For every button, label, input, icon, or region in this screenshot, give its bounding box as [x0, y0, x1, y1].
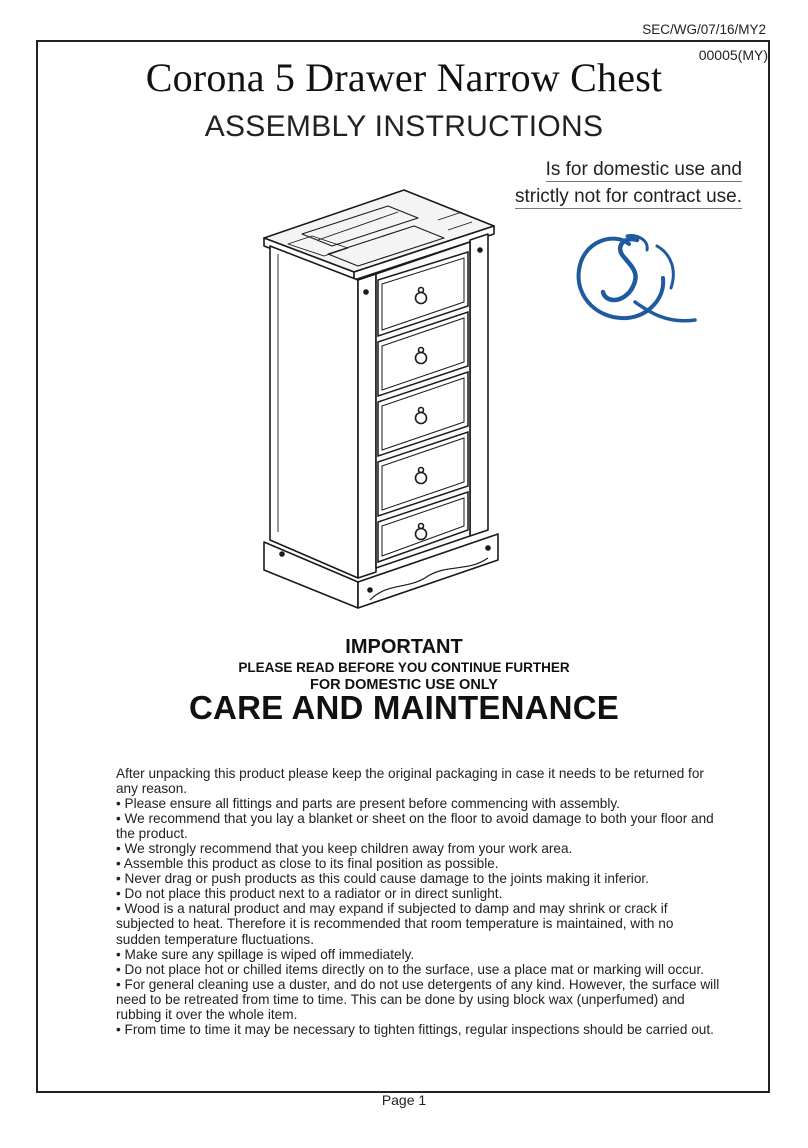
- instruction-paragraph: • Do not place hot or chilled items directly on to the surface, use a place mat or marking will occur.: [116, 961, 705, 977]
- domestic-note-line-1: Is for domestic use and: [545, 159, 742, 180]
- instruction-paragraph: • Make sure any spillage is wiped off immediately.: [116, 946, 415, 962]
- instruction-paragraph: • Wood is a natural product and may expand if subjected to damp and may shrink or crack if subjected to heat. Therefore it is recommended that room temperature is maintained, with no sudden temperature fluctuations.: [116, 901, 674, 947]
- sq-logo-icon: [575, 232, 697, 328]
- instruction-paragraph: • Please ensure all fittings and parts are present before commencing with assembly.: [116, 796, 620, 812]
- domestic-use-note: [515, 156, 742, 210]
- care-maintenance-heading: CARE AND MAINTENANCE: [189, 689, 619, 726]
- document-code-secondary: 00005(MY): [698, 47, 768, 63]
- assembly-subtitle: ASSEMBLY INSTRUCTIONS: [204, 110, 604, 143]
- domestic-only-notice: FOR DOMESTIC USE ONLY: [310, 677, 498, 693]
- product-title: Corona 5 Drawer Narrow Chest: [145, 55, 663, 100]
- page-number: Page 1: [381, 1092, 427, 1108]
- instruction-paragraph: • We strongly recommend that you keep children away from your work area.: [116, 841, 573, 857]
- document-code: SEC/WG/07/16/MY2: [642, 22, 766, 37]
- instruction-paragraph: After unpacking this product please keep the original packaging in case it needs to be returned for any reason.: [116, 766, 704, 797]
- instruction-paragraph: • For general cleaning use a duster, and do not use detergents of any kind. However, the surface will need to be retreated from time to time. This can be done by using block wax (unperfumed) and rubbing it over the whole item.: [116, 976, 720, 1022]
- read-before-notice: PLEASE READ BEFORE YOU CONTINUE FURTHER: [238, 660, 570, 675]
- instruction-paragraph: • Do not place this product next to a radiator or in direct sunlight.: [116, 886, 503, 902]
- instruction-paragraph: • We recommend that you lay a blanket or sheet on the floor to avoid damage to both your floor and the product.: [116, 811, 714, 842]
- care-instructions: [116, 766, 720, 1037]
- instruction-paragraph: • Assemble this product as close to its final position as possible.: [116, 856, 499, 872]
- domestic-note-line-2: strictly not for contract use.: [514, 186, 742, 207]
- important-heading: IMPORTANT: [345, 636, 463, 658]
- instruction-paragraph: • Never drag or push products as this could cause damage to the joints making it inferior.: [116, 871, 649, 887]
- chest-illustration: [258, 180, 510, 612]
- instruction-paragraph: • From time to time it may be necessary to tighten fittings, regular inspections should be carried out.: [116, 1021, 714, 1037]
